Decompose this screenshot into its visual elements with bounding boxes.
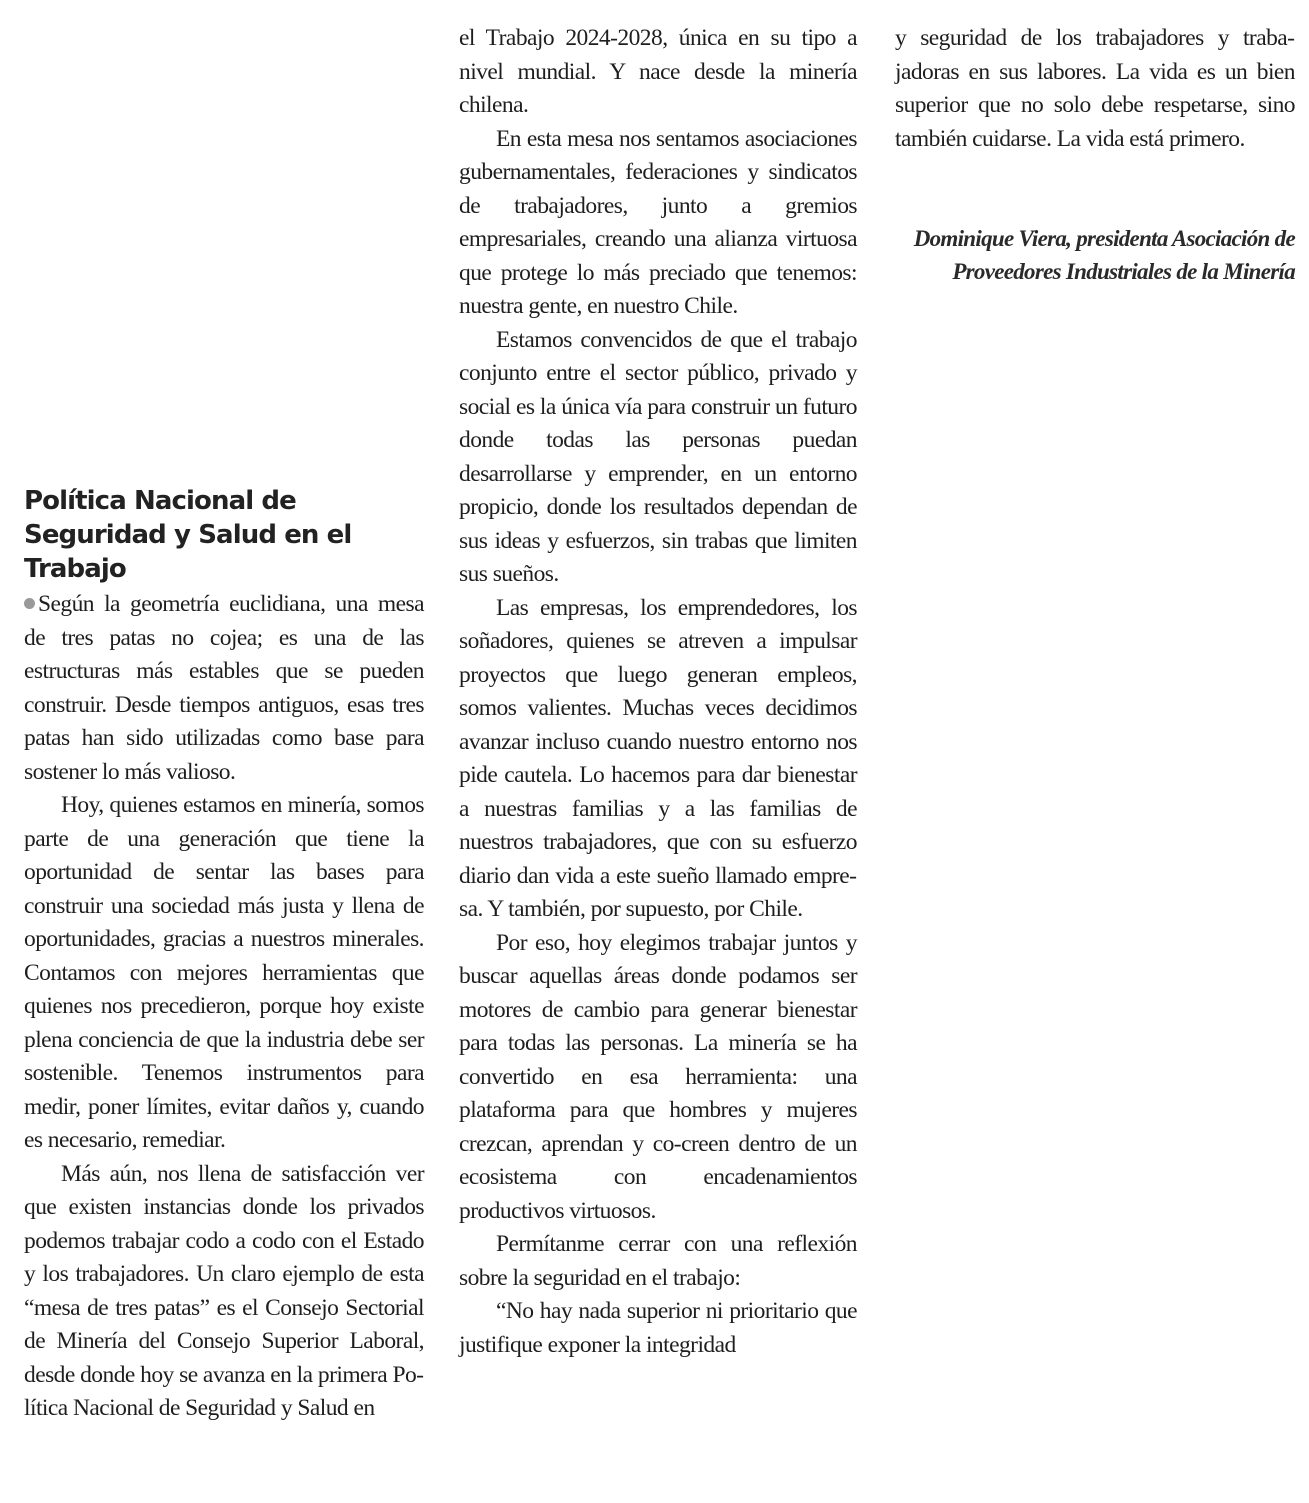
- column-2-body: [459, 22, 857, 1362]
- author-signature: Dominique Viera, presidenta Asociación de Proveedores Industriales de la Minería: [913, 226, 1295, 284]
- paragraph: Estamos convencidos de que el trabajo conjunto entre el sector público, privado y social es la única vía para construir un futuro donde todas las personas puedan desarrollarse y emprender, en un entorno propicio, donde los resultados dependan de sus ideas y esfuerzos, sin trabas que limiten sus sueños.: [459, 326, 857, 587]
- paragraph: y seguridad de los trabajadores y trabajadoras en sus labores. La vida es un bien superior que no solo debe respetarse, sino también cuidarse. La vida está primero.: [895, 25, 1295, 152]
- paragraph: En esta mesa nos sentamos asociaciones gubernamentales, federaciones y sindicatos de trabajadores, junto a gremios empresariales, creando una alianza virtuosa que protege lo más preciado que tenemos: nuestra gente, en nuestro Chile.: [459, 125, 857, 319]
- paragraph: “No hay nada superior ni prioritario que justifique exponer la integridad: [459, 1298, 857, 1358]
- article-headline: Política Nacional de Seguridad y Salud en el Trabajo: [24, 486, 352, 584]
- paragraph-text: Según la geometría euclidiana, una mesa de tres patas no cojea; es una de las estructuras más estables que se pueden construir. Desde tiempos antiguos, esas tres patas han sido utilizadas como base para sostener lo más valioso.: [24, 591, 424, 785]
- column-1-body: [24, 588, 424, 1426]
- paragraph: Más aún, nos llena de satisfacción ver que existen instancias donde los privados podemos trabajar codo a codo con el Estado y los trabajadores. Un claro ejemplo de esta “mesa de tres patas” es el Consejo Sectorial de Minería del Consejo Superior Laboral, desde donde hoy se avanza en la primera Política Nacional de Seguridad y Salud en: [24, 1160, 424, 1421]
- paragraph: el Trabajo 2024-2028, única en su tipo a nivel mundial. Y nace desde la minería chilena.: [459, 25, 857, 118]
- column-3-body: [895, 22, 1295, 156]
- paragraph: Permítanme cerrar con una reflexión sobre la seguridad en el trabajo:: [459, 1231, 857, 1291]
- paragraph: Las empresas, los emprendedores, los soñadores, quienes se atreven a impulsar proyectos que luego generan empleos, somos valientes. Muchas veces decidimos avanzar incluso cuando nuestro entorno nos pide cautela. Lo hacemos para dar bienestar a nuestras familias y a las familias de nuestros trabajadores, que con su esfuerzo diario dan vida a este sueño llamado empresa. Y también, por supuesto, por Chile.: [459, 594, 857, 922]
- paragraph: Por eso, hoy elegimos trabajar juntos y buscar aquellas áreas donde podamos ser motores de cambio para generar bienestar para todas las personas. La minería se ha convertido en esa herramienta: una plataforma para que hombres y mujeres crezcan, aprendan y co-creen dentro de un ecosistema con encadenamientos productivos virtuosos.: [459, 929, 857, 1224]
- paragraph: [24, 588, 424, 789]
- paragraph: Hoy, quienes estamos en minería, somos parte de una generación que tiene la oportunidad de sentar las bases para construir una sociedad más justa y llena de oportunidades, gracias a nuestros minerales. Contamos con mejores herramientas que quienes nos precedieron, porque hoy existe plena conciencia de que la industria debe ser sostenible. Tenemos instrumentos para medir, poner límites, evitar daños y, cuando es necesario, remediar.: [24, 792, 424, 1153]
- bullet-icon: [24, 598, 35, 609]
